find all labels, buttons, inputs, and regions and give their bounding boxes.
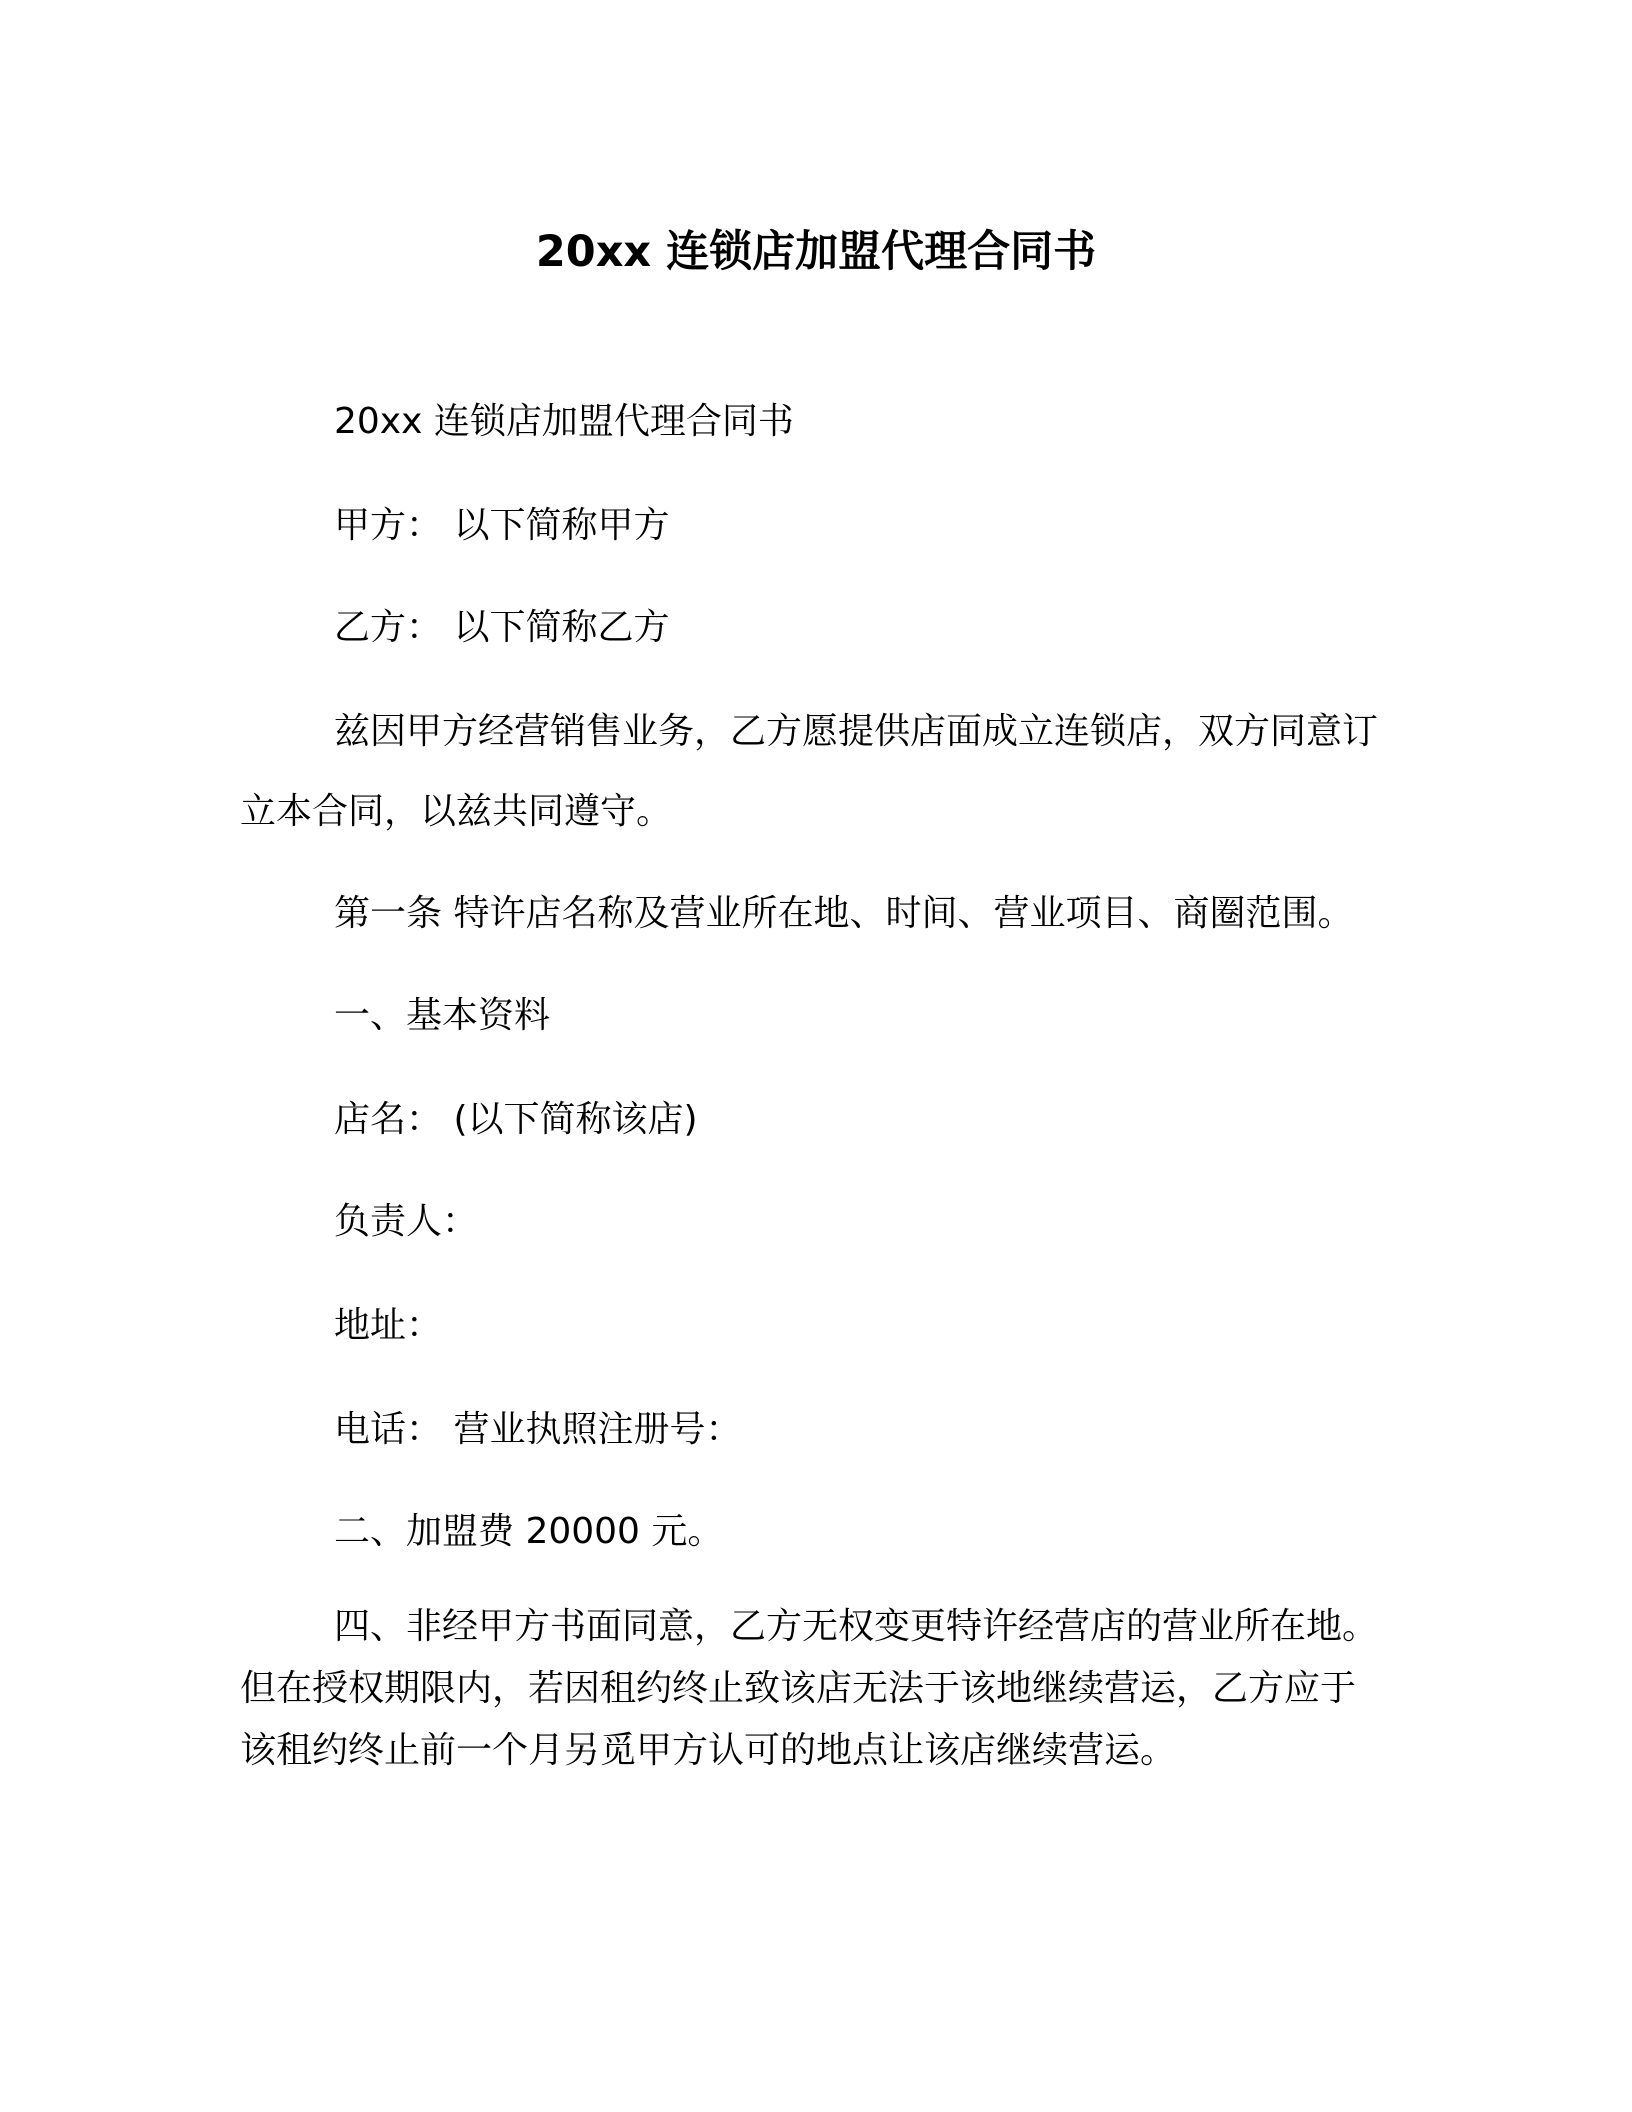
paragraph-article-one: 第一条 特许店名称及营业所在地、时间、营业项目、商圈范围。 <box>334 893 1354 934</box>
paragraph-party-a: 甲方： 以下简称甲方 <box>334 505 670 546</box>
paragraph-phone: 电话： 营业执照注册号： <box>334 1409 742 1450</box>
paragraph-clause-four: 四、非经甲方书面同意，乙方无权变更特许经营店的营业所在地。但在授权期限内，若因租约终止致该店无法于该地继续营运，乙方应于该租约终止前一个月另觅甲方认可的地点让该店继续营运。 <box>240 1606 1379 1771</box>
paragraph-subtitle: 20xx 连锁店加盟代理合同书 <box>334 401 794 442</box>
paragraph-party-b: 乙方： 以下简称乙方 <box>334 607 670 648</box>
document-title: 20xx 连锁店加盟代理合同书 <box>535 227 1097 277</box>
paragraph-manager: 负责人： <box>334 1201 479 1242</box>
paragraph-fee: 二、加盟费 20000 元。 <box>334 1511 724 1552</box>
paragraph-preamble: 兹因甲方经营销售业务，乙方愿提供店面成立连锁店，双方同意订立本合同，以兹共同遵守。 <box>240 711 1379 832</box>
paragraph-store-name: 店名： (以下简称该店) <box>334 1099 698 1140</box>
paragraph-basic-info: 一、基本资料 <box>334 995 551 1036</box>
paragraph-address: 地址： <box>334 1305 443 1346</box>
